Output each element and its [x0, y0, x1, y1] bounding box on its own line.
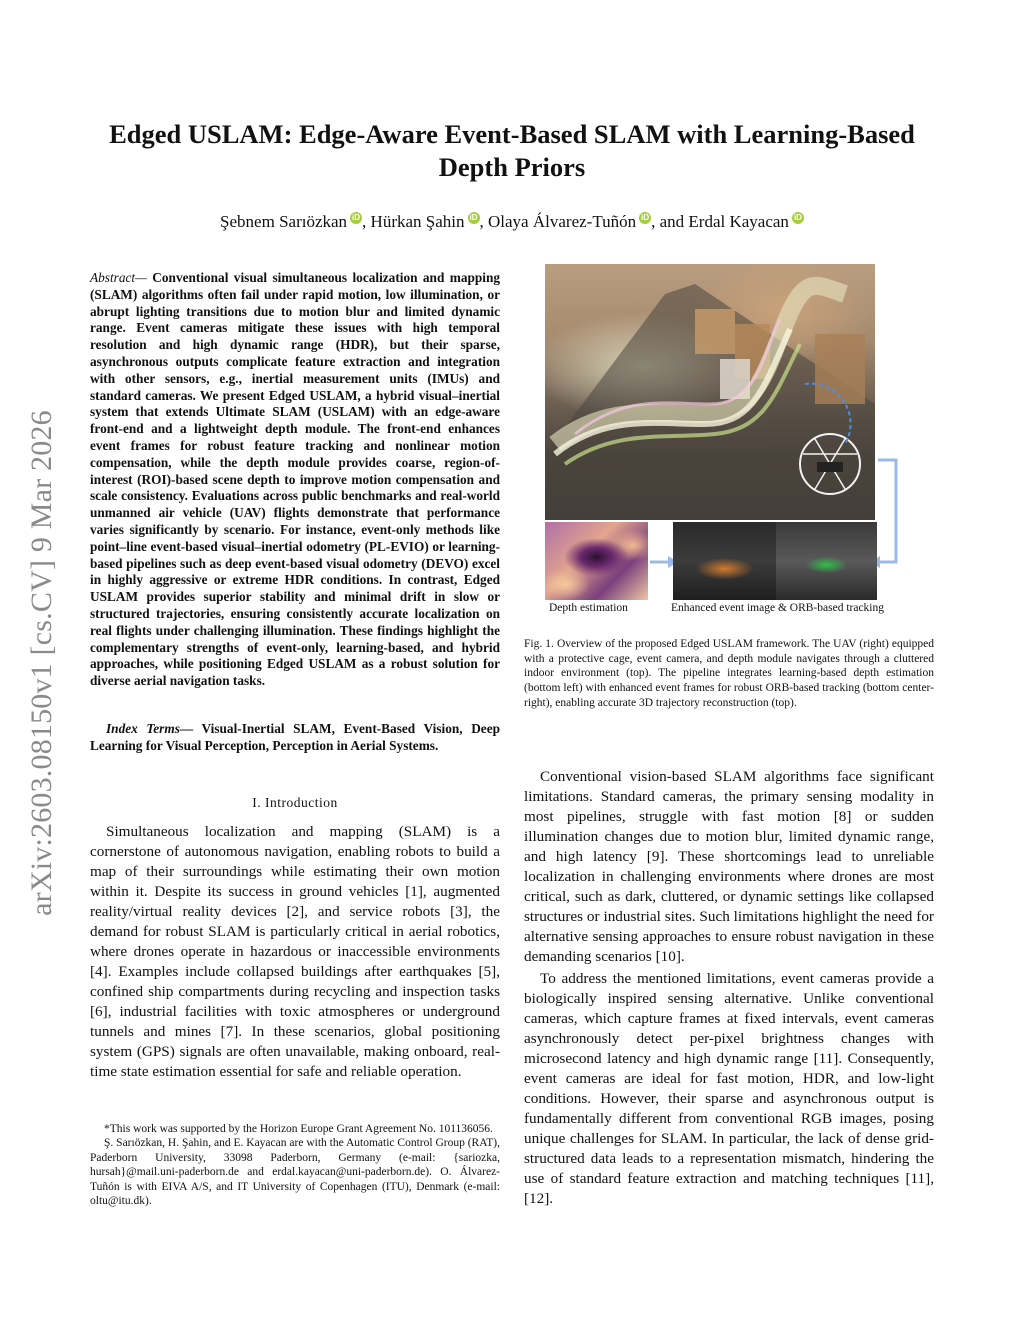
orcid-icon[interactable]: iD [641, 213, 650, 222]
figure-orb-tracking-image [776, 522, 877, 600]
right-column-body [524, 767, 934, 1209]
index-terms [90, 721, 500, 755]
paper-title: Edged USLAM: Edge-Aware Event-Based SLAM with Learning-Based Depth Priors [109, 119, 915, 182]
abstract-text: Conventional visual simultaneous localization and mapping (SLAM) algorithms often fail under rapid motion, low illumination, or abrupt lighting transitions due to motion blur and limited dynamic range. Event cameras mitigate these issues with high temporal resolution and high dynamic range (HDR), but their sparse, asynchronous outputs complicate feature extraction and integration with other sensors, e.g., inertial measurement units (IMUs) and standard cameras. We present Edged USLAM, a hybrid visual–inertial system that extends Ultimate SLAM (USLAM) with an edge-aware front-end and a lightweight depth module. The front-end enhances event frames for robust feature tracking and nonlinear motion compensation, while the depth module provides coarse, region-of-interest (ROI)-based scene depth to improve motion compensation and scale consistency. Evaluations across public benchmarks and real-world unmanned air vehicle (UAV) flights demonstrate that performance varies significantly by scenario. For instance, event-only methods like point–line event-based visual–inertial odometry (PL-EVIO) or learning-based pipelines such as deep event-based visual odometry (DEVO) excel in highly aggressive or extreme HDR conditions. In contrast, Edged USLAM provides superior stability and minimal drift in slow or structured trajectories, ensuring consistently accurate localization on real flights under challenging illumination. These findings highlight the complementary strengths of event-only, learning-based, and hybrid approaches, while positioning Edged USLAM as a robust solution for diverse aerial navigation tasks. [90, 270, 500, 689]
abstract [90, 270, 500, 690]
intro-column [90, 822, 500, 1082]
author-list: Şebnem Sarıözkan iD , Hürkan Şahin iD , Olaya Álvarez-Tuñón iD , and Erdal Kayacan iD [220, 212, 802, 231]
index-terms-text: Visual-Inertial SLAM, Event-Based Vision, Deep Learning for Visual Perception, Perception in Aerial Systems. [90, 721, 500, 753]
footnotes [90, 1122, 500, 1208]
body-paragraph: To address the mentioned limitations, event cameras provide a biologically inspired sensing alternative. Unlike conventional cameras, which capture frames at fixed intervals, event cameras asynchronously detect per-pixel brightness changes with microsecond latency and high dynamic range [11]. Consequently, event cameras are ideal for fast motion, HDR, and low-light conditions. However, their sparse and asynchronous output is fundamentally different from conventional RGB images, posing unique challenges for SLAM. In particular, the lack of dense grid-structured data leads to a representation mismatch, hindering the use of standard feature extraction and matching techniques [11], [12]. [524, 970, 934, 1207]
orcid-icon[interactable]: iD [793, 213, 802, 222]
author-name: Hürkan Şahin [370, 212, 465, 231]
author-name: Olaya Álvarez-Tuñón [488, 212, 637, 231]
index-terms-label: Index Terms— [106, 721, 194, 736]
orcid-icon[interactable]: iD [469, 213, 478, 222]
figure-label-event: Enhanced event image & ORB-based tracking [671, 602, 884, 614]
footnote-affiliations: Ş. Sarıözkan, H. Şahin, and E. Kayacan are with the Automatic Control Group (RAT), Paderborn University, 33098 Paderborn, Germany (e-mail: {sariozka, hursah}@mail.uni-paderborn.de and erdal.kayacan@uni-paderborn.de). O. Álvarez-Tuñón is with EIVA A/S, and IT University of Copenhagen (ITU), Denmark (e-mail: oltu@itu.dk). [90, 1137, 500, 1208]
abstract-label: Abstract— [90, 270, 147, 285]
figure-depth-estimation-image [545, 522, 648, 600]
figure-enhanced-event-image [673, 522, 776, 600]
author-name: Şebnem Sarıözkan [220, 212, 348, 231]
author-name: Erdal Kayacan [688, 212, 789, 231]
section-heading: I. Introduction [252, 795, 338, 810]
footnote-funding: *This work was supported by the Horizon Europe Grant Agreement No. 101136056. [104, 1123, 493, 1135]
figure-label-depth: Depth estimation [549, 602, 628, 614]
figure-caption: Fig. 1. Overview of the proposed Edged USLAM framework. The UAV (right) equipped with a protective cage, event camera, and depth module navigates through a cluttered indoor environment (top). The pipeline integrates learning-based depth estimation (bottom left) with enhanced event frames for robust ORB-based tracking (bottom center-right), enabling accurate 3D trajectory reconstruction (top). [524, 638, 934, 709]
orcid-icon[interactable]: iD [352, 213, 361, 222]
body-paragraph: Conventional vision-based SLAM algorithms face significant limitations. Standard cameras, the primary sensing modality in most pipelines, struggle with fast motion [8] or sudden illumination changes due to motion blur, limited dynamic range, and high latency [9]. These shortcomings lead to unreliable localization in challenging environments where drones are most critical, such as dark, cluttered, or dynamic settings like collapsed structures or industrial sites. Such limitations highlight the need for alternative sensing approaches to ensure robust navigation in these demanding scenarios [10]. [524, 768, 934, 965]
intro-paragraph: Simultaneous localization and mapping (SLAM) is a cornerstone of autonomous navigation, enabling robots to build a map of their surroundings while estimating their own motion within it. Despite its success in ground vehicles [1], augmented reality/virtual reality devices [2], and service robots [3], the demand for robust SLAM is particularly critical in aerial robotics, where drones operate in hazardous or inaccessible environments [4]. Examples include collapsed buildings after earthquakes [5], confined ship compartments during recycling and inspection tasks [6], industrial facilities with toxic atmospheres or underground tunnels and mines [7]. In these scenarios, global positioning system (GPS) signals are often unavailable, making onboard, real-time state estimation essential for safe and reliable operation. [90, 823, 500, 1080]
arxiv-stamp [22, 378, 62, 948]
arxiv-stamp-text: arXiv:2603.08150v1 [cs.CV] 9 Mar 2026 [25, 410, 59, 916]
